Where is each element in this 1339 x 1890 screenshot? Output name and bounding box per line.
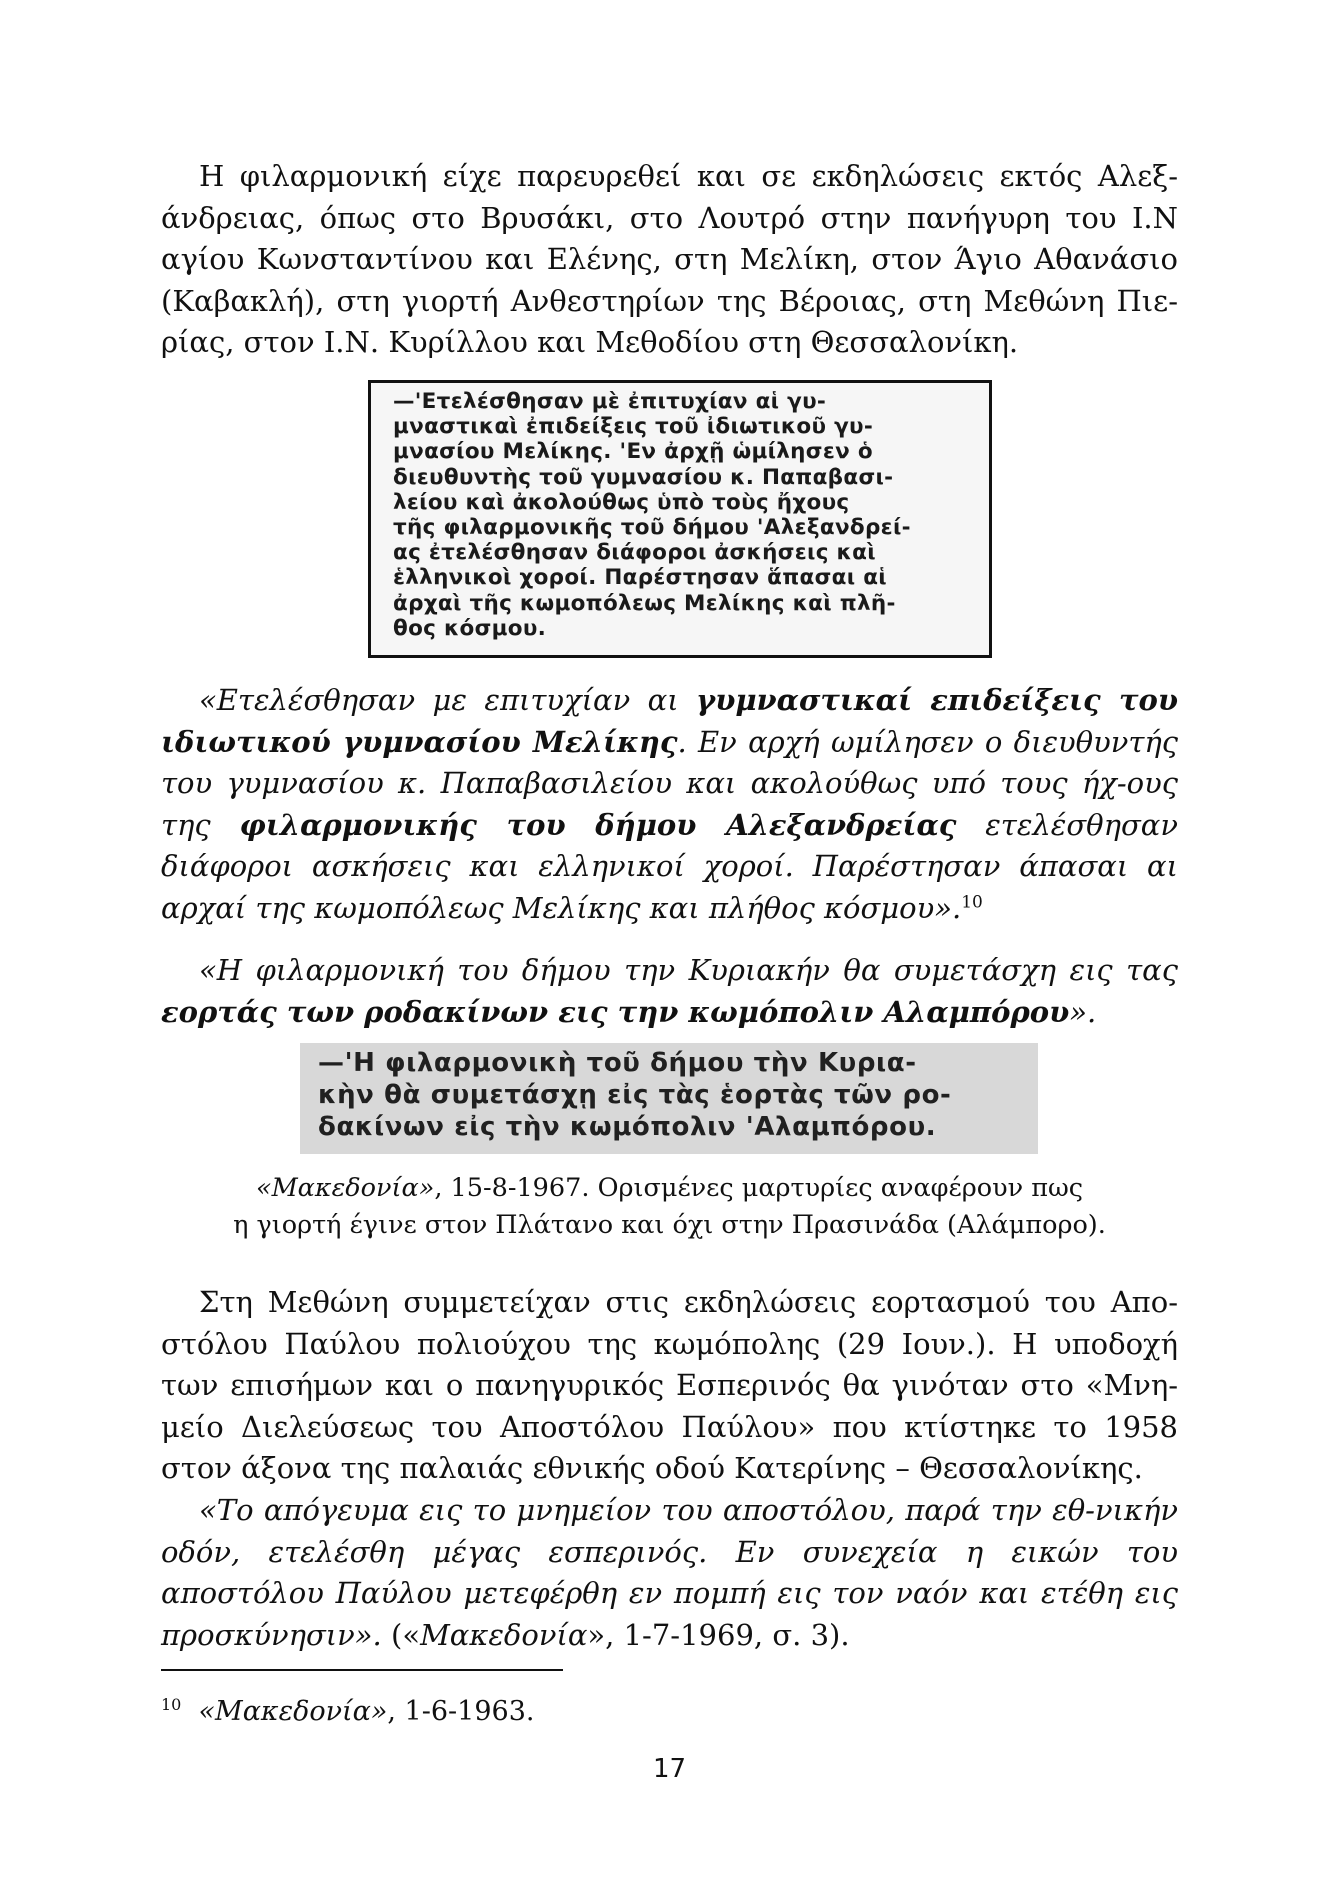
- intro-line-4: (Καβακλή), στη γιορτή Ανθεστηρίων της Βέροιας, στη Μεθώνη Πιε-: [161, 283, 1178, 318]
- clipping-line: ἑλληνικοὶ χοροί. Παρέστησαν ἅπασαι αἱ: [393, 565, 887, 591]
- newspaper-clipping-melikis: [368, 380, 992, 658]
- quote-methoni: [161, 1490, 1178, 1656]
- clipping-line: κὴν θὰ συμετάσχῃ εἰς τὰς ἑορτὰς τῶν ρο-: [318, 1080, 952, 1110]
- quote-text: . Εν αρχή ωμίλησεν ο διευθυντής του γυμνασίου κ. Παπαβασιλείου και ακολούθως υπό τους ήχ-ους της: [161, 724, 1179, 842]
- footnote-number: 10: [161, 1695, 182, 1714]
- intro-line-3: αγίου Κωνσταντίνου και Ελένης, στη Μελίκη, στον Άγιο Αθανάσιο: [161, 242, 1178, 276]
- intro-line-2: άνδρειας, όπως στο Βρυσάκι, στο Λουτρό στην πανήγυρη του Ι.Ν: [161, 200, 1178, 235]
- clipping-line: μναστικαὶ ἐπιδείξεις τοῦ ἰδιωτικοῦ γυ-: [393, 414, 874, 440]
- quote-melikis: [161, 680, 1178, 929]
- clipping-caption: [161, 1170, 1178, 1244]
- clipping-line: ἀρχαὶ τῆς κωμοπόλεως Μελίκης καὶ πλῆ-: [393, 590, 896, 616]
- clipping-line: —'Η φιλαρμονικὴ τοῦ δήμου τὴν Κυρια-: [318, 1048, 917, 1078]
- clipping-line: τῆς φιλαρμονικῆς τοῦ δήμου 'Αλεξανδρεί-: [393, 515, 911, 541]
- intro-paragraph: [161, 156, 1178, 364]
- caption-line-2: η γιορτή έγινε στον Πλάτανο και όχι στην Πρασινάδα (Αλάμπορο).: [233, 1210, 1106, 1240]
- quote-bold-text: γυμναστικαί επιδείξεις του ιδιωτικού γυμνασίου Μελίκης: [161, 683, 1178, 759]
- clipping-line: λείου καὶ ἀκολούθως ὑπὸ τοὺς ἤχους: [393, 489, 850, 515]
- quote-source-open: («: [381, 1617, 421, 1652]
- footnote-divider: [161, 1669, 563, 1671]
- quote-text: ».: [1069, 994, 1097, 1029]
- caption-text: , 15-8-1967. Ορισμένες μαρτυρίες αναφέρουν πως: [434, 1173, 1084, 1203]
- clipping-line: —'Ετελέσθησαν μὲ ἐπιτυχίαν αἱ γυ-: [393, 389, 827, 414]
- footnote-reference[interactable]: 10: [961, 891, 983, 912]
- quote-bold-text: εορτάς των ροδακίνων εις την κωμόπολιν Αλαμπόρου: [161, 994, 1070, 1029]
- quote-text: ετελέσθησαν διάφοροι ασκήσεις και ελληνικοί χοροί. Παρέστησαν άπασαι αι αρχαί της κωμοπόλεως Μελίκης και πλήθος κόσμου».: [161, 807, 1178, 925]
- quote-source: Μακεδονία: [420, 1617, 588, 1652]
- footnote: [161, 1696, 534, 1727]
- quote-source-close: », 1-7-1969, σ. 3).: [587, 1617, 850, 1652]
- caption-source: «Μακεδονία»: [255, 1173, 435, 1203]
- methoni-paragraph: Στη Μεθώνη συμμετείχαν στις εκδηλώσεις εορτασμού του Απο-στόλου Παύλου πολιούχου της κωμόπολης (29 Ιουν.). Η υποδοχή των επισήμων και ο πανηγυρικός Εσπερινός θα γινόταν στο «Μνη-μείο Διελεύσεως του Αποστόλου Παύλου» που κτίστηκε το 1958 στον άξονα της παλαιάς εθνικής οδού Κατερίνης – Θεσσαλονίκης.: [161, 1285, 1178, 1485]
- page-number: 17: [652, 1754, 687, 1784]
- intro-line-5: ρίας, στον Ι.Ν. Κυρίλλου και Μεθοδίου στη Θεσσαλονίκη.: [161, 325, 1019, 359]
- quote-text: «Η φιλαρμονική του δήμου την Κυριακήν θα συμετάσχη εις τας: [199, 953, 1178, 987]
- intro-line-1: Η φιλαρμονική είχε παρευρεθεί και σε εκδηλώσεις εκτός Αλεξ-: [199, 159, 1178, 193]
- quote-alamporou: [161, 950, 1178, 1033]
- clipping-line: διευθυντὴς τοῦ γυμνασίου κ. Παπαβασι-: [393, 464, 894, 490]
- quote-text: «Το απόγευμα εις το μνημείον του αποστόλου, παρά την εθ-νικήν οδόν, ετελέσθη μέγας εσπερινός. Εν συνεχεία η εικών του αποστόλου Παύλου μετεφέρθη εν πομπή εις τον ναόν και ετέθη εις προσκύνησιν».: [161, 1493, 1178, 1652]
- footnote-source: «Μακεδονία»: [198, 1696, 388, 1727]
- caption-line-1: [161, 1170, 1178, 1207]
- quote-bold-text: φιλαρμονικής του δήμου Αλεξανδρείας: [239, 807, 957, 842]
- footnote-text: , 1-6-1963.: [387, 1696, 535, 1727]
- clipping-line: θος κόσμου.: [393, 615, 547, 641]
- clipping-line: μνασίου Μελίκης. 'Εν ἀρχῇ ὡμίλησεν ὁ: [393, 439, 873, 465]
- clipping-line: ας ἐτελέσθησαν διάφοροι ἀσκήσεις καὶ: [393, 540, 876, 566]
- quote-text: «Ετελέσθησαν με επιτυχίαν αι: [199, 683, 697, 717]
- newspaper-clipping-alamporou: [300, 1043, 1038, 1154]
- clipping-line: δακίνων εἰς τὴν κωμόπολιν 'Αλαμπόρου.: [318, 1112, 937, 1142]
